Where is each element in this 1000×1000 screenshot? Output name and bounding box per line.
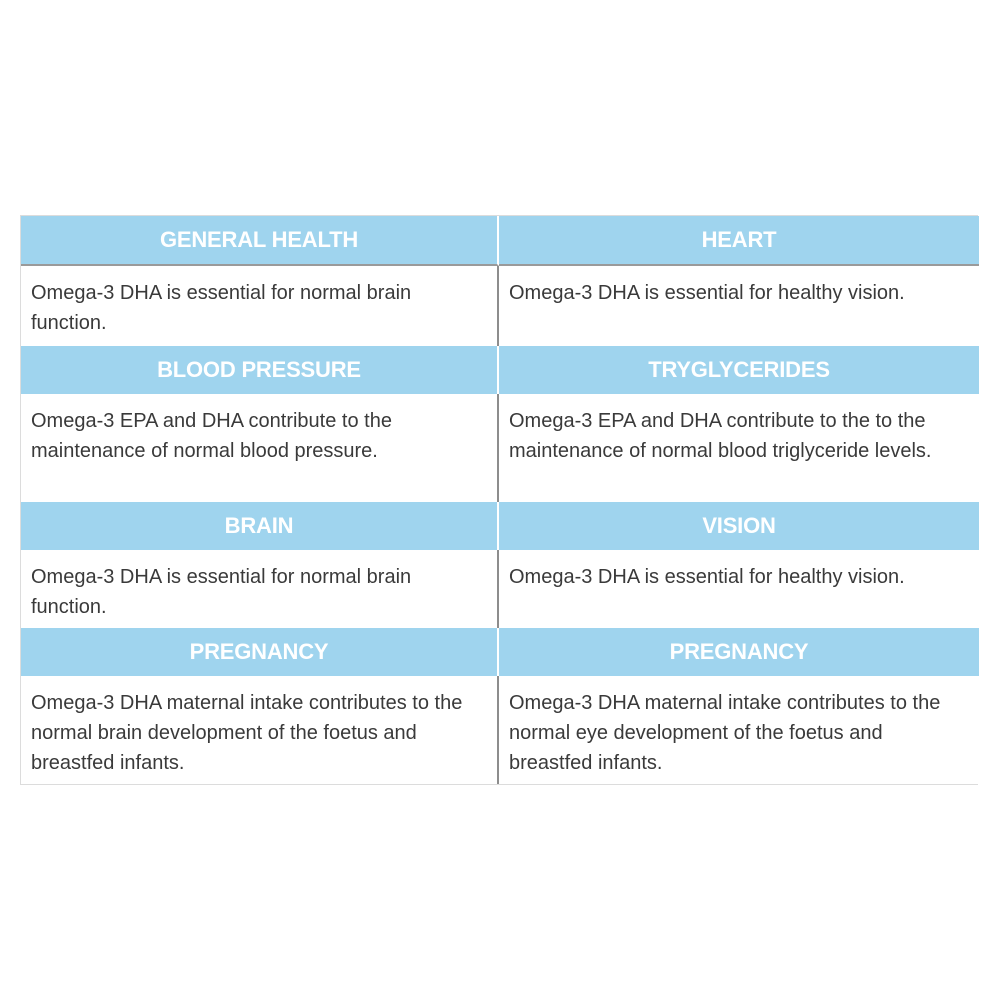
- cell-blood-pressure-text: Omega-3 EPA and DHA contribute to the maintenance of normal blood pressure.: [21, 394, 499, 502]
- header-pregnancy-right: PREGNANCY: [499, 628, 979, 676]
- cell-vision-text: Omega-3 DHA is essential for healthy vision.: [499, 550, 979, 628]
- cell-general-health-text: Omega-3 DHA is essential for normal brain function.: [21, 266, 499, 346]
- header-brain: BRAIN: [21, 502, 499, 550]
- cell-brain-text: Omega-3 DHA is essential for normal brain function.: [21, 550, 499, 628]
- cell-pregnancy-right-text: Omega-3 DHA maternal intake contributes to the normal eye development of the foetus and breastfed infants.: [499, 676, 979, 784]
- cell-tryglycerides-text: Omega-3 EPA and DHA contribute to the to the maintenance of normal blood triglyceride levels.: [499, 394, 979, 502]
- header-general-health: GENERAL HEALTH: [21, 216, 499, 266]
- cell-heart-text: Omega-3 DHA is essential for healthy vision.: [499, 266, 979, 346]
- benefits-table: [20, 215, 978, 785]
- header-blood-pressure: BLOOD PRESSURE: [21, 346, 499, 394]
- header-pregnancy-left: PREGNANCY: [21, 628, 499, 676]
- header-tryglycerides: TRYGLYCERIDES: [499, 346, 979, 394]
- header-heart: HEART: [499, 216, 979, 266]
- header-vision: VISION: [499, 502, 979, 550]
- cell-pregnancy-left-text: Omega-3 DHA maternal intake contributes to the normal brain development of the foetus and breastfed infants.: [21, 676, 499, 784]
